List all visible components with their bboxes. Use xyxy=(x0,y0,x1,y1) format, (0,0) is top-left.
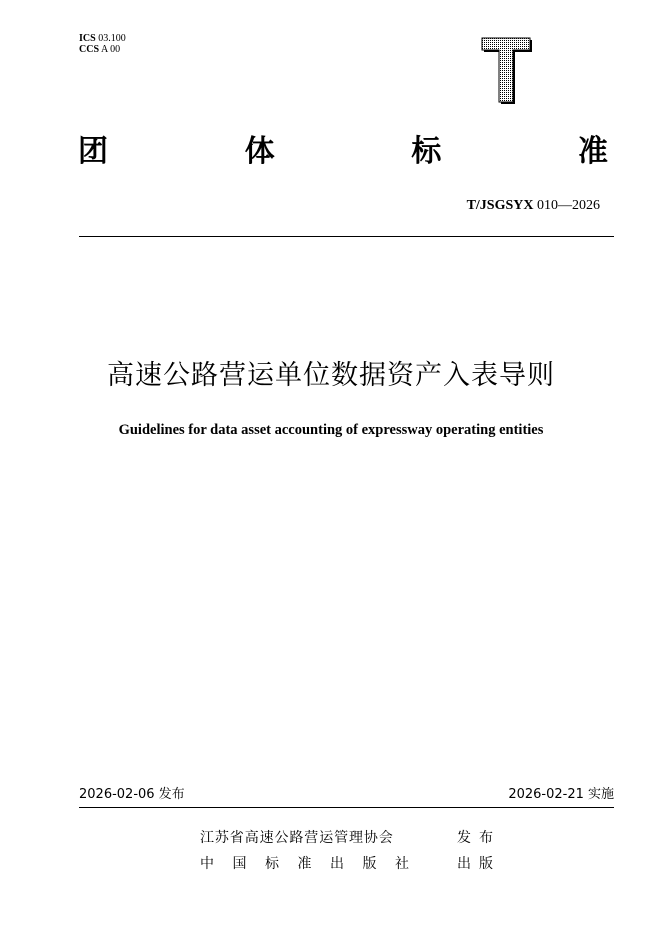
type-char-2: 体 xyxy=(244,134,275,169)
ccs-label: CCS xyxy=(79,44,100,55)
type-char-4: 准 xyxy=(577,134,608,169)
publisher-row-press xyxy=(200,855,501,873)
document-type-heading xyxy=(78,134,608,170)
type-char-3: 标 xyxy=(411,134,442,169)
publishing-action: 出版 xyxy=(457,856,501,872)
document-title-english: Guidelines for data asset accounting of expressway operating entities xyxy=(118,422,544,438)
ccs-line xyxy=(79,44,126,55)
issuing-organization: 江苏省高速公路营运管理协会 xyxy=(200,830,394,846)
issuing-action: 发布 xyxy=(457,830,501,846)
top-divider xyxy=(79,236,614,237)
implementation-date: 2026-02-21 实施 xyxy=(508,787,614,802)
document-title-chinese: 高速公路营运单位数据资产入表导则 xyxy=(107,360,555,391)
ics-line xyxy=(79,33,126,44)
publishing-house: 中国标准出版社 xyxy=(200,856,428,872)
standard-code-prefix: T/JSGSYX xyxy=(466,198,534,213)
standard-code xyxy=(467,198,600,214)
ccs-code: A 00 xyxy=(100,44,121,55)
standard-t-logo xyxy=(480,36,534,106)
publisher-row-issuer xyxy=(200,829,501,847)
classification-codes xyxy=(79,33,126,55)
bottom-divider xyxy=(79,807,614,808)
type-char-1: 团 xyxy=(78,134,108,169)
standard-code-number: 010—2026 xyxy=(537,198,600,213)
issue-date: 2026-02-06 发布 xyxy=(79,787,185,802)
ics-label: ICS xyxy=(79,33,96,44)
ics-code: 03.100 xyxy=(98,33,126,44)
